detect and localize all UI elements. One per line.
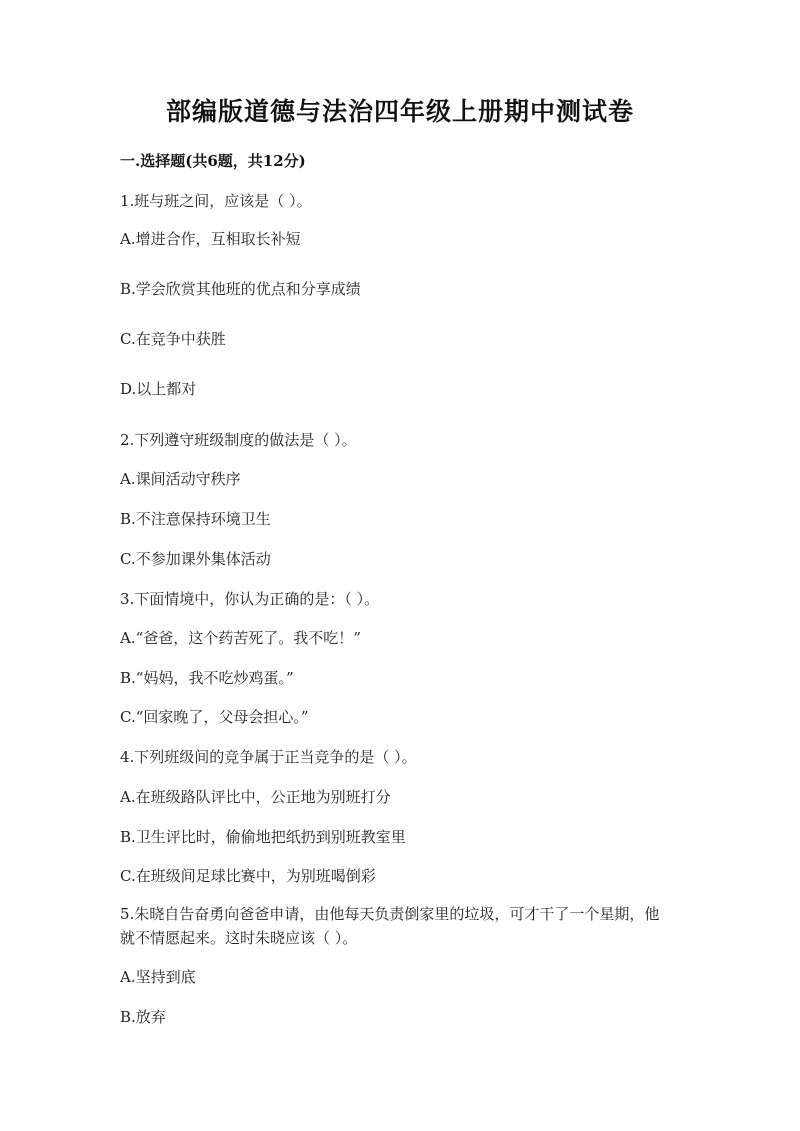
question-1-option-d: D.以上都对	[120, 380, 197, 398]
question-2-stem: 2.下列遵守班级制度的做法是（ ）。	[120, 431, 357, 449]
question-2-option-a: A.课间活动守秩序	[120, 470, 241, 488]
question-3-option-a: A.“爸爸，这个药苦死了。我不吃！”	[120, 629, 361, 647]
question-4-option-c: C.在班级间足球比赛中，为别班喝倒彩	[120, 867, 376, 885]
question-2-option-c: C.不参加课外集体活动	[120, 550, 271, 568]
question-4-option-b: B.卫生评比时，偷偷地把纸扔到别班教室里	[120, 828, 406, 846]
question-1-option-c: C.在竞争中获胜	[120, 330, 226, 348]
question-1-stem: 1.班与班之间，应该是（ ）。	[120, 192, 312, 210]
question-1-option-a: A.增进合作，互相取长补短	[120, 230, 301, 248]
question-3-option-b: B.“妈妈，我不吃炒鸡蛋。”	[120, 669, 294, 687]
question-3-option-c: C.“回家晚了，父母会担心。”	[120, 708, 309, 726]
exam-title: 部编版道德与法治四年级上册期中测试卷	[165, 97, 634, 126]
question-1-option-b: B.学会欣赏其他班的优点和分享成绩	[120, 280, 361, 298]
question-3-stem: 3.下面情境中，你认为正确的是：（ ）。	[120, 590, 380, 608]
question-2-option-b: B.不注意保持环境卫生	[120, 510, 271, 528]
question-5-stem: 5.朱晓自告奋勇向爸爸申请，由他每天负责倒家里的垃圾，可才干了一个星期，他就不情愿起来。这时朱晓应该（ ）。	[120, 905, 660, 947]
question-5-option-b: B.放弃	[120, 1008, 166, 1026]
question-5-option-a: A.坚持到底	[120, 968, 196, 986]
section-heading: 一.选择题(共6题，共12分)	[120, 152, 306, 170]
question-4-stem: 4.下列班级间的竞争属于正当竞争的是（ ）。	[120, 748, 417, 766]
question-4-option-a: A.在班级路队评比中，公正地为别班打分	[120, 788, 391, 806]
